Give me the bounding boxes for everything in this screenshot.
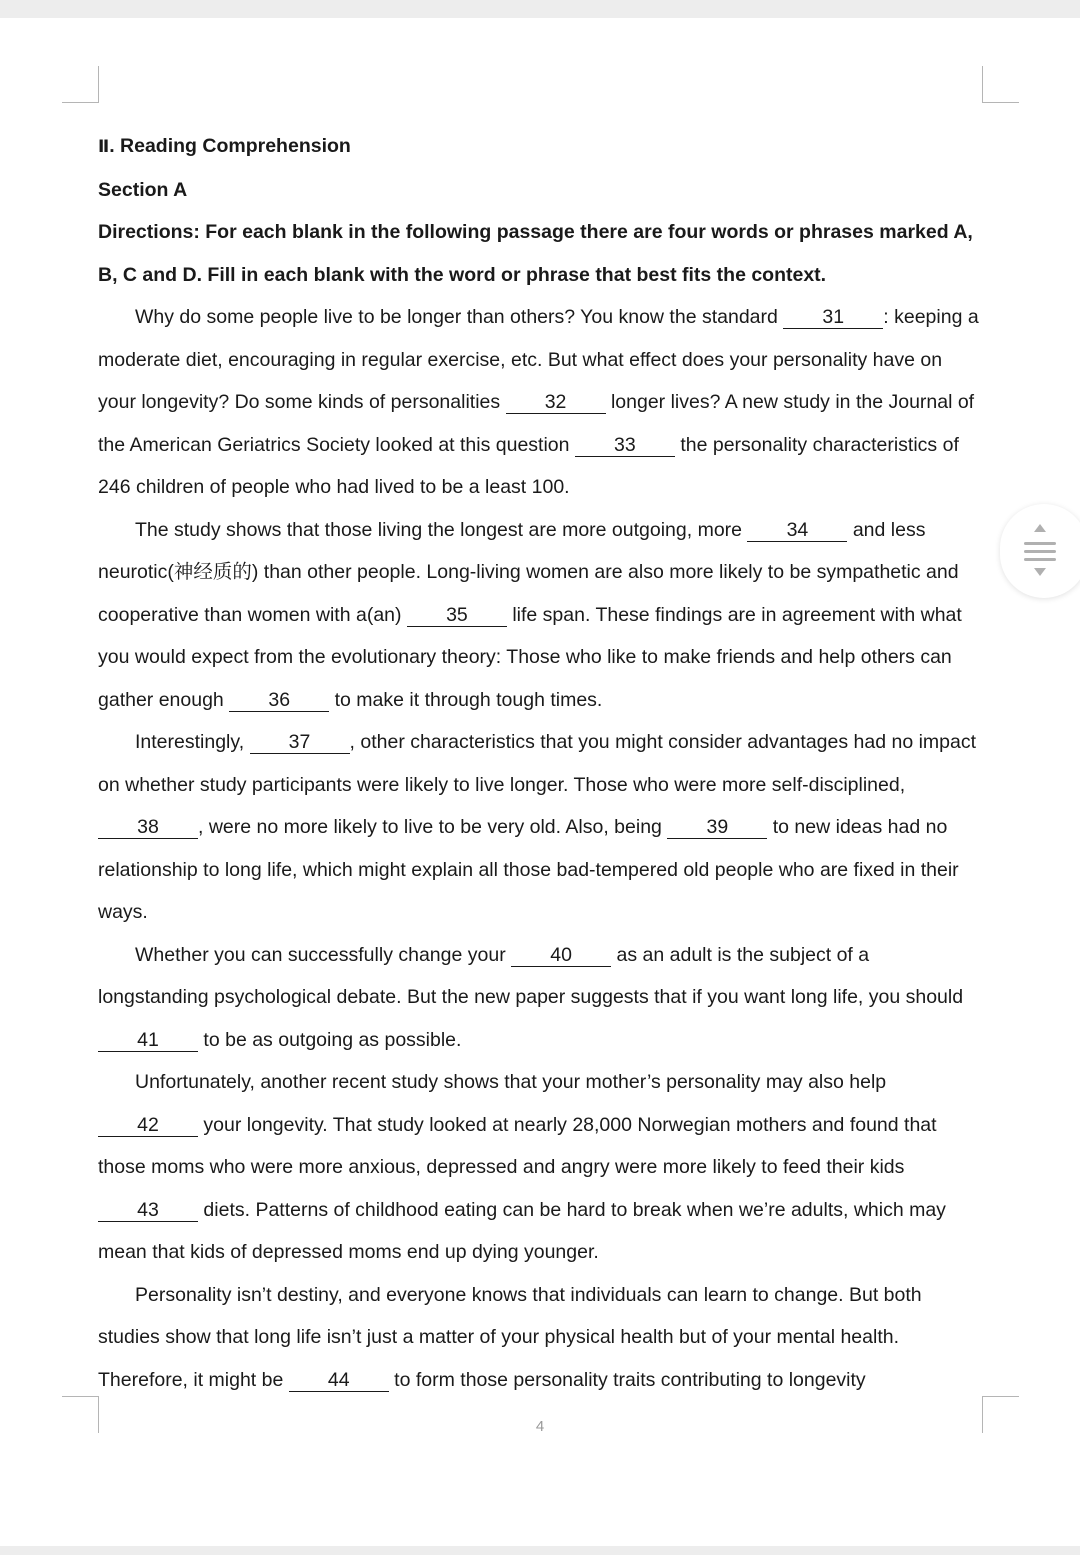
blank-31: 31 xyxy=(783,307,883,329)
text: diets. Patterns of childhood eating can be hard to break when we’re adults, which may mean that kids of depressed moms end up dying younger. xyxy=(98,1198,946,1263)
blank-38: 38 xyxy=(98,817,198,839)
part-number: Ⅱ xyxy=(98,137,110,156)
section-heading: Section A xyxy=(98,178,188,201)
text: life span. These findings are in agreement with what you would expect from the evolutionary theory: Those who like to make friends and help others can gather enough xyxy=(98,603,962,711)
blank-37: 37 xyxy=(250,732,350,754)
paragraph-2 xyxy=(98,509,980,722)
blank-44: 44 xyxy=(289,1370,389,1392)
directions-line-2: A, B, C and D. Fill in each blank with the word or phrase that best fits the context. xyxy=(98,221,973,286)
blank-41: 41 xyxy=(98,1030,198,1052)
paragraph-1 xyxy=(98,296,980,509)
paragraph-5 xyxy=(98,1061,980,1274)
crop-mark-top-right xyxy=(982,66,1019,103)
blank-32: 32 xyxy=(506,392,606,414)
crop-mark-top-left xyxy=(62,66,99,103)
blank-33: 33 xyxy=(575,435,675,457)
text: the personality characteristics of 246 children of people who had lived to be a least 100. xyxy=(98,433,959,498)
text: your longevity. That study looked at nearly 28,000 Norwegian mothers and found that those moms who were more anxious, depressed and angry were more likely to feed their kids xyxy=(98,1113,937,1178)
blank-43: 43 xyxy=(98,1200,198,1222)
part-heading xyxy=(98,125,980,169)
text: , other characteristics that you might consider advantages had no impact on whether study participants were likely to live longer. Those who were more self-disciplined, xyxy=(98,731,977,796)
text: Why do some people live to be longer than others? You know the standard xyxy=(135,306,784,328)
text: : keeping a moderate diet, encouraging in regular exercise, etc. But what effect does your personality have on your longevity? Do some kinds of personalities xyxy=(98,306,979,413)
text: The study shows that those living the longest are more outgoing, more xyxy=(135,518,748,541)
directions-line-1: Directions: For each blank in the following passage there are four words or phrases marked xyxy=(98,221,949,243)
text: Interestingly, xyxy=(135,731,250,753)
text: Unfortunately, another recent study shows that your mother’s personality may also help xyxy=(135,1071,887,1093)
blank-39: 39 xyxy=(667,817,767,839)
blank-34: 34 xyxy=(747,520,847,542)
page-scroll-control[interactable] xyxy=(1000,504,1080,598)
blank-36: 36 xyxy=(229,690,329,712)
text: longer lives? A new study in the Journal of the American Geriatrics Society looked at this question xyxy=(98,391,975,456)
blank-35: 35 xyxy=(407,605,507,627)
paragraph-3 xyxy=(98,721,980,934)
page-number: 4 xyxy=(535,1418,545,1435)
text: to be as outgoing as possible. xyxy=(198,1028,462,1051)
paragraph-6 xyxy=(98,1274,980,1402)
text: Personality isn’t destiny, and everyone knows that individuals can learn to change. But both studies show that long life isn’t just a matter of your physical health but of your mental health. Therefore, it might be xyxy=(98,1283,922,1391)
text: Whether you can successfully change your xyxy=(135,943,512,966)
paragraph-4 xyxy=(98,934,980,1062)
scroll-handle-icon[interactable] xyxy=(1020,524,1060,580)
text: to make it through tough times. xyxy=(329,688,603,711)
document-content xyxy=(98,125,980,1401)
directions xyxy=(98,211,980,296)
text: as an adult is the subject of a longstanding psychological debate. But the new paper suggests that if you want long life, you should xyxy=(98,943,964,1008)
text: and less neurotic(神经质的) than other people. Long-living women are also more likely to be sympathetic and cooperative than women with a(an) xyxy=(98,518,959,626)
text: to new ideas had no relationship to long life, which might explain all those bad-tempered old people who are fixed in their ways. xyxy=(98,816,959,923)
part-title: . Reading Comprehension xyxy=(109,135,351,157)
blank-40: 40 xyxy=(511,945,611,967)
blank-42: 42 xyxy=(98,1115,198,1137)
text: , were no more likely to live to be very old. Also, being xyxy=(198,816,668,838)
text: to form those personality traits contributing to longevity xyxy=(388,1368,866,1391)
